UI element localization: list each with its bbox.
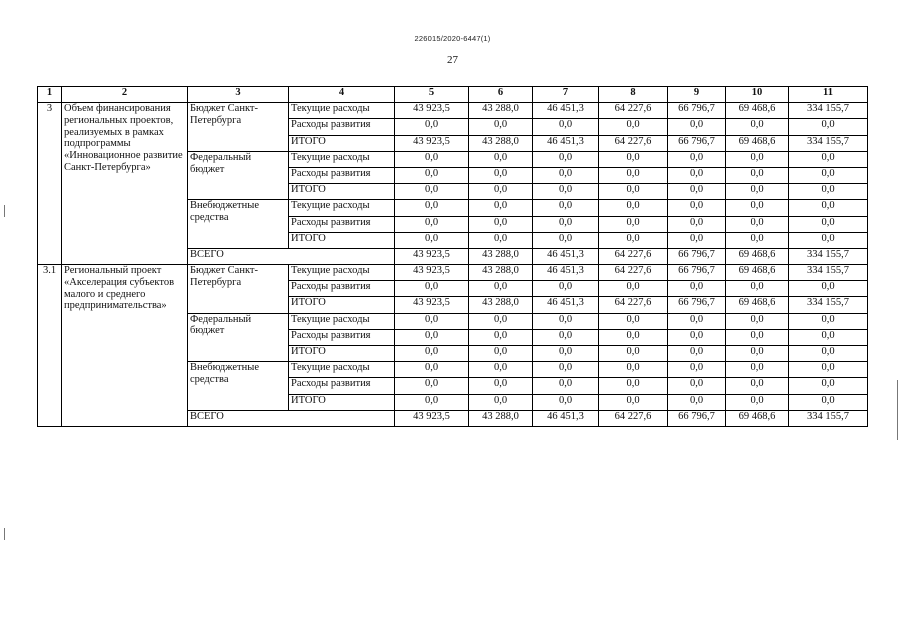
funding-source: Внебюджетные средства xyxy=(188,362,289,411)
value-cell: 0,0 xyxy=(395,216,469,232)
table-row xyxy=(38,265,868,281)
table-header-row xyxy=(38,87,868,103)
value-cell: 0,0 xyxy=(533,378,599,394)
value-cell: 0,0 xyxy=(726,216,789,232)
expense-type: Расходы развития xyxy=(289,378,395,394)
value-cell: 0,0 xyxy=(668,216,726,232)
expense-type: Расходы развития xyxy=(289,329,395,345)
value-cell: 69 468,6 xyxy=(726,103,789,119)
value-cell: 0,0 xyxy=(789,378,868,394)
value-cell: 0,0 xyxy=(395,281,469,297)
expense-type: ИТОГО xyxy=(289,297,395,313)
value-cell: 0,0 xyxy=(469,167,533,183)
value-cell: 0,0 xyxy=(726,346,789,362)
value-cell: 0,0 xyxy=(469,394,533,410)
value-cell: 334 155,7 xyxy=(789,265,868,281)
value-cell: 0,0 xyxy=(789,394,868,410)
column-header: 1 xyxy=(38,87,62,103)
expense-type: Расходы развития xyxy=(289,281,395,297)
total-value-cell: 46 451,3 xyxy=(533,410,599,426)
section-number: 3.1 xyxy=(38,265,62,427)
value-cell: 64 227,6 xyxy=(599,135,668,151)
value-cell: 0,0 xyxy=(599,119,668,135)
funding-source: Федеральный бюджет xyxy=(188,313,289,362)
value-cell: 46 451,3 xyxy=(533,135,599,151)
value-cell: 43 923,5 xyxy=(395,135,469,151)
value-cell: 43 288,0 xyxy=(469,135,533,151)
funding-source: Внебюджетные средства xyxy=(188,200,289,249)
value-cell: 0,0 xyxy=(789,329,868,345)
value-cell: 0,0 xyxy=(469,346,533,362)
value-cell: 0,0 xyxy=(789,119,868,135)
value-cell: 0,0 xyxy=(789,362,868,378)
value-cell: 0,0 xyxy=(599,346,668,362)
value-cell: 0,0 xyxy=(469,378,533,394)
total-value-cell: 46 451,3 xyxy=(533,248,599,264)
value-cell: 0,0 xyxy=(395,167,469,183)
expense-type: Текущие расходы xyxy=(289,313,395,329)
column-header: 2 xyxy=(62,87,188,103)
table-row xyxy=(38,103,868,119)
section-title: Объем финансирования региональных проектов, реализуемых в рамках подпрограммы «Инновационное развитие Санкт-Петербурга» xyxy=(62,103,188,265)
value-cell: 0,0 xyxy=(668,346,726,362)
value-cell: 0,0 xyxy=(726,167,789,183)
value-cell: 0,0 xyxy=(599,281,668,297)
value-cell: 0,0 xyxy=(533,167,599,183)
value-cell: 0,0 xyxy=(668,378,726,394)
total-value-cell: 43 923,5 xyxy=(395,248,469,264)
expense-type: ИТОГО xyxy=(289,184,395,200)
financing-table xyxy=(37,86,868,427)
total-label: ВСЕГО xyxy=(188,248,395,264)
value-cell: 0,0 xyxy=(726,119,789,135)
value-cell: 0,0 xyxy=(395,329,469,345)
value-cell: 0,0 xyxy=(668,200,726,216)
value-cell: 0,0 xyxy=(599,216,668,232)
value-cell: 0,0 xyxy=(469,200,533,216)
value-cell: 0,0 xyxy=(395,151,469,167)
value-cell: 0,0 xyxy=(726,151,789,167)
value-cell: 66 796,7 xyxy=(668,103,726,119)
value-cell: 0,0 xyxy=(668,184,726,200)
value-cell: 0,0 xyxy=(668,151,726,167)
value-cell: 0,0 xyxy=(668,313,726,329)
column-header: 4 xyxy=(289,87,395,103)
value-cell: 0,0 xyxy=(726,313,789,329)
column-header: 11 xyxy=(789,87,868,103)
value-cell: 0,0 xyxy=(395,184,469,200)
value-cell: 0,0 xyxy=(533,151,599,167)
expense-type: Расходы развития xyxy=(289,167,395,183)
value-cell: 0,0 xyxy=(469,329,533,345)
value-cell: 0,0 xyxy=(789,346,868,362)
value-cell: 43 923,5 xyxy=(395,265,469,281)
column-header: 5 xyxy=(395,87,469,103)
value-cell: 0,0 xyxy=(599,167,668,183)
value-cell: 0,0 xyxy=(789,216,868,232)
value-cell: 0,0 xyxy=(533,329,599,345)
value-cell: 0,0 xyxy=(599,313,668,329)
value-cell: 0,0 xyxy=(469,184,533,200)
value-cell: 0,0 xyxy=(599,394,668,410)
value-cell: 64 227,6 xyxy=(599,297,668,313)
value-cell: 0,0 xyxy=(599,232,668,248)
expense-type: ИТОГО xyxy=(289,346,395,362)
total-label: ВСЕГО xyxy=(188,410,395,426)
value-cell: 0,0 xyxy=(668,362,726,378)
total-value-cell: 43 288,0 xyxy=(469,410,533,426)
value-cell: 0,0 xyxy=(469,232,533,248)
value-cell: 0,0 xyxy=(533,346,599,362)
section-number: 3 xyxy=(38,103,62,265)
value-cell: 0,0 xyxy=(395,119,469,135)
funding-source: Бюджет Санкт-Петербурга xyxy=(188,103,289,152)
funding-source: Федеральный бюджет xyxy=(188,151,289,200)
expense-type: Текущие расходы xyxy=(289,362,395,378)
value-cell: 69 468,6 xyxy=(726,297,789,313)
value-cell: 43 288,0 xyxy=(469,103,533,119)
value-cell: 0,0 xyxy=(533,216,599,232)
value-cell: 0,0 xyxy=(726,184,789,200)
value-cell: 0,0 xyxy=(726,232,789,248)
column-header: 10 xyxy=(726,87,789,103)
value-cell: 0,0 xyxy=(533,232,599,248)
expense-type: Текущие расходы xyxy=(289,151,395,167)
value-cell: 69 468,6 xyxy=(726,135,789,151)
total-value-cell: 43 923,5 xyxy=(395,410,469,426)
value-cell: 0,0 xyxy=(726,281,789,297)
expense-type: ИТОГО xyxy=(289,135,395,151)
value-cell: 0,0 xyxy=(395,362,469,378)
value-cell: 0,0 xyxy=(599,151,668,167)
expense-type: ИТОГО xyxy=(289,232,395,248)
funding-source: Бюджет Санкт-Петербурга xyxy=(188,265,289,314)
value-cell: 66 796,7 xyxy=(668,265,726,281)
value-cell: 0,0 xyxy=(599,362,668,378)
value-cell: 0,0 xyxy=(533,200,599,216)
value-cell: 43 923,5 xyxy=(395,103,469,119)
value-cell: 43 923,5 xyxy=(395,297,469,313)
value-cell: 0,0 xyxy=(726,200,789,216)
value-cell: 0,0 xyxy=(668,281,726,297)
value-cell: 0,0 xyxy=(726,394,789,410)
value-cell: 0,0 xyxy=(533,313,599,329)
section-title: Региональный проект «Акселерация субъектов малого и среднего предпринимательства» xyxy=(62,265,188,427)
value-cell: 334 155,7 xyxy=(789,103,868,119)
margin-scan-mark-left xyxy=(4,205,5,217)
total-value-cell: 69 468,6 xyxy=(726,410,789,426)
value-cell: 0,0 xyxy=(789,313,868,329)
total-value-cell: 64 227,6 xyxy=(599,410,668,426)
value-cell: 43 288,0 xyxy=(469,297,533,313)
column-header: 6 xyxy=(469,87,533,103)
value-cell: 64 227,6 xyxy=(599,265,668,281)
value-cell: 0,0 xyxy=(726,329,789,345)
expense-type: Текущие расходы xyxy=(289,265,395,281)
total-value-cell: 43 288,0 xyxy=(469,248,533,264)
value-cell: 0,0 xyxy=(789,281,868,297)
expense-type: Текущие расходы xyxy=(289,200,395,216)
value-cell: 0,0 xyxy=(469,151,533,167)
value-cell: 0,0 xyxy=(599,200,668,216)
value-cell: 0,0 xyxy=(668,329,726,345)
value-cell: 0,0 xyxy=(395,346,469,362)
expense-type: Расходы развития xyxy=(289,119,395,135)
value-cell: 0,0 xyxy=(789,184,868,200)
column-header: 8 xyxy=(599,87,668,103)
value-cell: 334 155,7 xyxy=(789,135,868,151)
value-cell: 46 451,3 xyxy=(533,297,599,313)
value-cell: 334 155,7 xyxy=(789,297,868,313)
value-cell: 69 468,6 xyxy=(726,265,789,281)
column-header: 7 xyxy=(533,87,599,103)
expense-type: Текущие расходы xyxy=(289,103,395,119)
total-value-cell: 64 227,6 xyxy=(599,248,668,264)
value-cell: 0,0 xyxy=(726,362,789,378)
value-cell: 0,0 xyxy=(668,119,726,135)
value-cell: 0,0 xyxy=(395,232,469,248)
margin-scan-mark-left-lower xyxy=(4,528,5,540)
value-cell: 0,0 xyxy=(668,232,726,248)
value-cell: 0,0 xyxy=(533,119,599,135)
value-cell: 0,0 xyxy=(469,313,533,329)
value-cell: 0,0 xyxy=(726,378,789,394)
value-cell: 0,0 xyxy=(533,394,599,410)
total-value-cell: 66 796,7 xyxy=(668,410,726,426)
value-cell: 0,0 xyxy=(668,394,726,410)
value-cell: 43 288,0 xyxy=(469,265,533,281)
value-cell: 0,0 xyxy=(789,167,868,183)
value-cell: 64 227,6 xyxy=(599,103,668,119)
value-cell: 0,0 xyxy=(469,281,533,297)
page-number: 27 xyxy=(447,54,458,66)
value-cell: 0,0 xyxy=(469,216,533,232)
value-cell: 0,0 xyxy=(789,232,868,248)
value-cell: 0,0 xyxy=(789,200,868,216)
value-cell: 0,0 xyxy=(599,184,668,200)
value-cell: 66 796,7 xyxy=(668,297,726,313)
value-cell: 0,0 xyxy=(395,394,469,410)
total-value-cell: 69 468,6 xyxy=(726,248,789,264)
column-header: 3 xyxy=(188,87,289,103)
expense-type: ИТОГО xyxy=(289,394,395,410)
value-cell: 0,0 xyxy=(533,281,599,297)
value-cell: 0,0 xyxy=(599,378,668,394)
value-cell: 0,0 xyxy=(395,378,469,394)
value-cell: 0,0 xyxy=(469,362,533,378)
value-cell: 0,0 xyxy=(533,362,599,378)
value-cell: 0,0 xyxy=(599,329,668,345)
total-value-cell: 66 796,7 xyxy=(668,248,726,264)
value-cell: 0,0 xyxy=(469,119,533,135)
value-cell: 66 796,7 xyxy=(668,135,726,151)
column-header: 9 xyxy=(668,87,726,103)
value-cell: 46 451,3 xyxy=(533,265,599,281)
margin-scan-mark-right xyxy=(897,380,898,440)
expense-type: Расходы развития xyxy=(289,216,395,232)
total-value-cell: 334 155,7 xyxy=(789,248,868,264)
value-cell: 0,0 xyxy=(395,313,469,329)
value-cell: 0,0 xyxy=(395,200,469,216)
document-id: 226015/2020-6447(1) xyxy=(414,34,491,43)
total-value-cell: 334 155,7 xyxy=(789,410,868,426)
value-cell: 0,0 xyxy=(668,167,726,183)
value-cell: 46 451,3 xyxy=(533,103,599,119)
value-cell: 0,0 xyxy=(533,184,599,200)
value-cell: 0,0 xyxy=(789,151,868,167)
